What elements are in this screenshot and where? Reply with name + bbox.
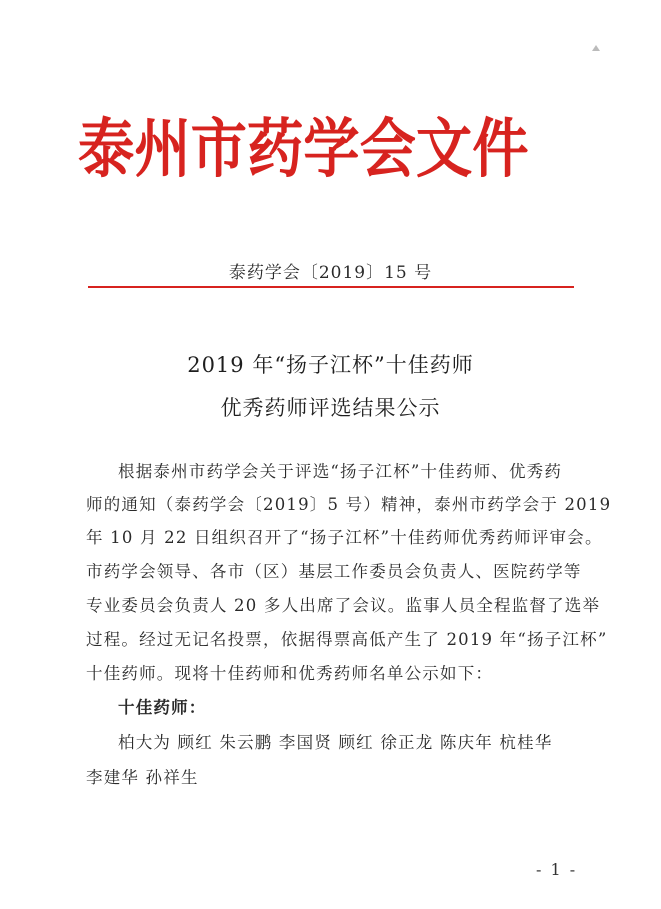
top-ten-names-line-1: 柏大为 顾红 朱云鹏 李国贤 顾红 徐正龙 陈庆年 杭桂华 <box>118 733 553 752</box>
scan-mark <box>592 45 600 51</box>
top-ten-label: 十佳药师： <box>118 698 207 717</box>
body-line: 师的通知（泰药学会〔2019〕5 号）精神，泰州市药学会于 2019 <box>86 495 612 514</box>
org-header-title: 泰州市药学会文件 <box>78 112 529 187</box>
document-number: 泰药学会〔2019〕15 号 <box>228 263 433 283</box>
body-line: 根据泰州市药学会关于评选“扬子江杯”十佳药师、优秀药 <box>118 462 563 481</box>
body-line: 专业委员会负责人 20 多人出席了会议。监事人员全程监督了选举 <box>86 596 601 615</box>
body-line: 过程。经过无记名投票，依据得票高低产生了 2019 年“扬子江杯” <box>86 630 608 649</box>
red-divider <box>88 286 574 288</box>
title-line-2: 优秀药师评选结果公示 <box>220 396 441 420</box>
top-ten-names-line-2: 李建华 孙祥生 <box>86 768 199 787</box>
body-line: 十佳药师。现将十佳药师和优秀药师名单公示如下： <box>86 664 494 683</box>
title-line-1: 2019 年“扬子江杯”十佳药师 <box>187 353 474 377</box>
page-number: - 1 - <box>536 860 578 879</box>
body-line: 年 10 月 22 日组织召开了“扬子江杯”十佳药师优秀药师评审会。 <box>86 528 603 547</box>
body-line: 市药学会领导、各市（区）基层工作委员会负责人、医院药学等 <box>86 562 582 581</box>
